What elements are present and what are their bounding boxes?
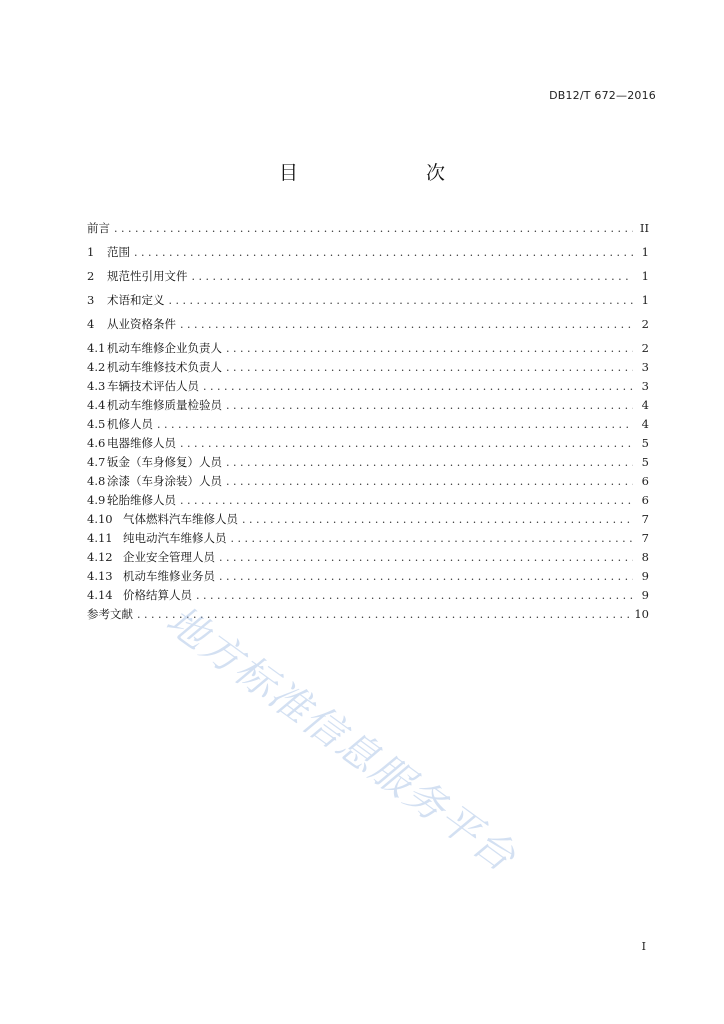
table-of-contents: [87, 219, 649, 624]
toc-entry[interactable]: [87, 377, 649, 396]
toc-leader-dots: [180, 434, 633, 453]
toc-entry-page: 2: [641, 341, 649, 355]
toc-leader-dots: [219, 567, 633, 586]
toc-entry-page: 1: [641, 293, 649, 307]
toc-leader-dots: [114, 219, 633, 238]
toc-entry-label: 电器维修人员: [107, 436, 176, 450]
toc-entry-page: 5: [641, 455, 649, 469]
toc-entry-page: 9: [641, 569, 649, 583]
toc-entry[interactable]: [87, 396, 649, 415]
toc-entry-label: 机动车维修企业负责人: [107, 341, 222, 355]
toc-entry[interactable]: [87, 567, 649, 586]
standard-code: DB12/T 672—2016: [549, 89, 656, 102]
toc-entry-page: II: [639, 221, 649, 235]
toc-entry[interactable]: [87, 453, 649, 472]
toc-entry[interactable]: [87, 586, 649, 605]
toc-entry-page: 6: [641, 474, 649, 488]
toc-entry-page: 2: [641, 317, 649, 331]
toc-entry-number: 4.11: [87, 531, 113, 545]
toc-leader-dots: [180, 491, 633, 510]
toc-entry-page: 8: [641, 550, 649, 564]
toc-entry-number: 4.13: [87, 569, 113, 583]
toc-leader-dots: [134, 243, 633, 262]
toc-entry[interactable]: [87, 548, 649, 567]
toc-entry[interactable]: [87, 491, 649, 510]
toc-entry[interactable]: [87, 315, 649, 334]
toc-entry-page: 4: [641, 417, 649, 431]
toc-entry[interactable]: [87, 339, 649, 358]
toc-entry[interactable]: [87, 510, 649, 529]
toc-entry-number: 4.4: [87, 398, 106, 412]
toc-entry-number: 4.3: [87, 379, 106, 393]
toc-entry-number: 4.2: [87, 360, 106, 374]
toc-entry-label: 轮胎维修人员: [107, 493, 176, 507]
toc-leader-dots: [231, 529, 634, 548]
toc-leader-dots: [196, 586, 633, 605]
toc-leader-dots: [226, 339, 633, 358]
toc-entry-number: 4.1: [87, 341, 106, 355]
toc-entry-number: 3: [87, 293, 95, 307]
toc-entry-page: 9: [641, 588, 649, 602]
toc-entry-label: 规范性引用文件: [107, 269, 188, 283]
toc-entry-label: 术语和定义: [107, 293, 165, 307]
toc-entry-number: 2: [87, 269, 95, 283]
toc-entry[interactable]: [87, 472, 649, 491]
toc-entry-number: 4.5: [87, 417, 106, 431]
toc-leader-dots: [203, 377, 633, 396]
toc-entry-page: 3: [641, 360, 649, 374]
toc-entry[interactable]: [87, 434, 649, 453]
toc-entry-page: 4: [641, 398, 649, 412]
toc-entry-page: 7: [641, 531, 649, 545]
toc-entry-label: 气体燃料汽车维修人员: [123, 512, 238, 526]
toc-entry-label: 机动车维修技术负责人: [107, 360, 222, 374]
toc-entry[interactable]: [87, 219, 649, 238]
toc-entry-label: 企业安全管理人员: [123, 550, 215, 564]
toc-leader-dots: [226, 453, 633, 472]
toc-entry-page: 1: [641, 245, 649, 259]
toc-entry-page: 3: [641, 379, 649, 393]
toc-entry-number: 4.6: [87, 436, 106, 450]
toc-entry-page: 5: [641, 436, 649, 450]
toc-entry-label: 价格结算人员: [123, 588, 192, 602]
toc-leader-dots: [226, 358, 633, 377]
toc-entry-page: 10: [634, 607, 649, 621]
toc-leader-dots: [226, 396, 633, 415]
toc-entry-label: 前言: [87, 221, 110, 235]
toc-entry-label: 车辆技术评估人员: [107, 379, 199, 393]
toc-entry-label: 参考文献: [87, 607, 133, 621]
page-number: I: [641, 940, 646, 953]
toc-leader-dots: [157, 415, 633, 434]
toc-leader-dots: [226, 472, 633, 491]
toc-entry[interactable]: [87, 243, 649, 262]
toc-entry-label: 钣金（车身修复）人员: [107, 455, 222, 469]
toc-entry-label: 纯电动汽车维修人员: [123, 531, 227, 545]
toc-entry-page: 6: [641, 493, 649, 507]
toc-entry-page: 7: [641, 512, 649, 526]
toc-entry-number: 4.10: [87, 512, 113, 526]
toc-leader-dots: [180, 315, 633, 334]
toc-entry-label: 范围: [107, 245, 130, 259]
toc-entry[interactable]: [87, 358, 649, 377]
toc-entry-number: 4.9: [87, 493, 106, 507]
watermark-text: 地方标准信息服务平台: [157, 597, 525, 882]
toc-entry-number: 4: [87, 317, 95, 331]
toc-leader-dots: [137, 605, 630, 624]
toc-entry[interactable]: [87, 529, 649, 548]
toc-entry-page: 1: [641, 269, 649, 283]
toc-leader-dots: [192, 267, 634, 286]
toc-entry-label: 涂漆（车身涂装）人员: [107, 474, 222, 488]
toc-entry-number: 1: [87, 245, 95, 259]
toc-entry[interactable]: [87, 415, 649, 434]
toc-leader-dots: [219, 548, 633, 567]
toc-entry-number: 4.14: [87, 588, 113, 602]
toc-entry-number: 4.12: [87, 550, 113, 564]
toc-leader-dots: [169, 291, 634, 310]
toc-entry-label: 从业资格条件: [107, 317, 176, 331]
toc-entry-label: 机动车维修业务员: [123, 569, 215, 583]
toc-entry-label: 机修人员: [107, 417, 153, 431]
toc-entry[interactable]: [87, 605, 649, 624]
toc-entry[interactable]: [87, 291, 649, 310]
toc-entry-number: 4.7: [87, 455, 106, 469]
toc-leader-dots: [242, 510, 633, 529]
toc-entry-label: 机动车维修质量检验员: [107, 398, 222, 412]
page-title: 目 次: [278, 162, 475, 184]
toc-entry-number: 4.8: [87, 474, 106, 488]
toc-entry[interactable]: [87, 267, 649, 286]
